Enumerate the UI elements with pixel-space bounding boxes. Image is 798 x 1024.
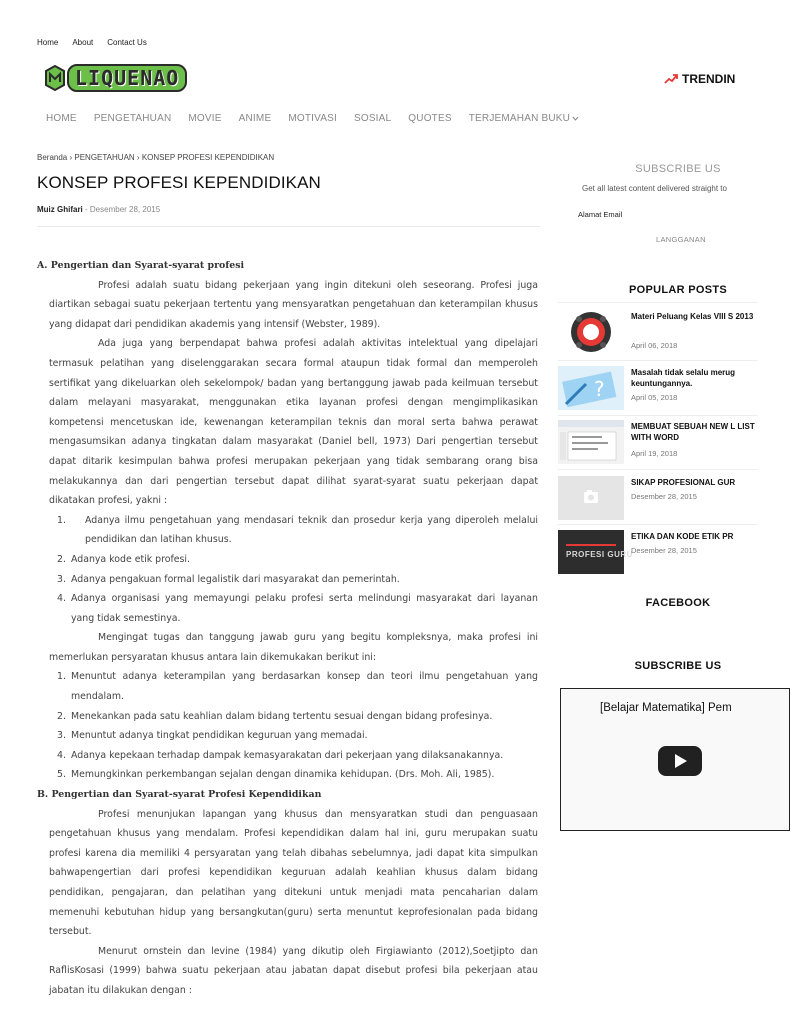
post-title: KONSEP PROFESI KEPENDIDIKAN <box>37 173 321 192</box>
list-item <box>37 550 538 570</box>
subscribe-description: Get all latest content delivered straight to <box>582 184 727 193</box>
facebook-widget-title: FACEBOOK <box>645 597 711 609</box>
logo-icon <box>45 65 65 91</box>
post-separator <box>558 524 758 525</box>
top-nav-contact[interactable]: Contact Us <box>107 38 147 47</box>
list-text: Menuntut adanya keterampilan yang berdasarkan konsep dan teori ilmu pengetahuan yang mendalam. <box>71 671 538 703</box>
breadcrumb-category[interactable]: PENGETAHUAN <box>74 153 135 162</box>
main-nav <box>46 113 596 124</box>
nav-anime[interactable]: ANIME <box>238 113 272 124</box>
paragraph: Profesi menunjukan lapangan yang khusus dan mensyaratkan studi dan penguasaan pengetahuan khusus yang mendalam. Profesi kependidikan dalam hal ini, guru merupakan suatu profesi karena dia memiliki 4 persyaratan yang telah dibahas sebelumnya, jadi dapat kita simpulkan bahwapengertian dari profesi kependidikan keguruan adalah keahlian khusus dalam bidang pendidikan, pengajaran, dan pelatihan yang ditekuni untuk menjadi mata pencaharian dalam memenuhi kebutuhan hidup yang bersangkutan(guru) serta menuntut keprofesionalan pada bidang tersebut. <box>49 808 538 938</box>
breadcrumb-separator-icon: › <box>69 153 75 162</box>
subscribe-button[interactable]: LANGGANAN <box>656 235 706 244</box>
breadcrumb <box>37 153 274 162</box>
post-separator <box>558 360 758 361</box>
section-heading-b: B. Pengertian dan Syarat-syarat Profesi Kependidikan <box>37 789 322 801</box>
thumbnail-text: PROFESI GURU <box>566 550 633 559</box>
list-number: 4. <box>57 749 66 761</box>
post-title-link[interactable]: Materi Peluang Kelas VIII S 2013 <box>631 312 754 321</box>
paragraph: Menurut ornstein dan levine (1984) yang dikutip oleh Firgiawianto (2012),Soetjipto dan RaflisKosasi (1999) bahwa suatu pekerjaan atau jabatan dapat disebut profesi bila pekerjaan atau jabatan itu dilakukan dengan : <box>49 945 538 996</box>
popular-post[interactable] <box>558 366 798 410</box>
post-title-link[interactable]: MEMBUAT SEBUAH NEW L LIST WITH WORD <box>631 422 755 442</box>
post-title-link[interactable]: Masalah tidak selalu merug keuntungannya. <box>631 368 736 388</box>
list-number: 1. <box>57 514 66 526</box>
list-text: Adanya kode etik profesi. <box>71 553 191 565</box>
nav-motivasi[interactable]: MOTIVASI <box>288 113 337 124</box>
site-logo[interactable] <box>45 64 187 92</box>
post-date: April 06, 2018 <box>631 341 678 350</box>
video-title[interactable]: [Belajar Matematika] Pem <box>600 702 732 714</box>
post-date: April 19, 2018 <box>631 449 678 458</box>
nav-pengetahuan[interactable]: PENGETAHUAN <box>93 113 172 124</box>
post-thumbnail <box>558 420 624 464</box>
list-number: 1. <box>57 671 66 683</box>
breadcrumb-separator-icon: › <box>136 153 142 162</box>
paragraph: Mengingat tugas dan tanggung jawab guru yang begitu kompleksnya, maka profesi ini memerlukan persyaratan khusus antara lain dikemukakan berikut ini: <box>49 632 538 663</box>
top-nav <box>37 38 147 47</box>
subscribe-widget-title: SUBSCRIBE US <box>635 163 721 175</box>
post-thumbnail <box>558 366 624 410</box>
list-number: 4. <box>57 593 66 605</box>
post-thumbnail <box>558 530 633 574</box>
list-item <box>37 707 538 727</box>
list-text: Memungkinkan perkembangan sejalan dengan dinamika kehidupan. (Drs. Moh. Ali, 1985). <box>71 769 495 781</box>
post-date: Desember 28, 2015 <box>631 492 697 501</box>
paragraph: Profesi adalah suatu bidang pekerjaan yang ingin ditekuni oleh seseorang. Profesi juga diartikan sebagai suatu pekerjaan tertentu yang mensyaratkan pengetahuan dan keterampilan khusus yang didapat dari pendidikan akademis yang intensif (Webster, 1989). <box>49 279 538 330</box>
list-item <box>37 511 538 550</box>
nav-quotes[interactable]: QUOTES <box>408 113 452 124</box>
email-field[interactable]: Alamat Email <box>578 210 623 219</box>
subscribe-video-title: SUBSCRIBE US <box>634 660 722 672</box>
title-divider <box>37 226 540 227</box>
popular-posts-title: POPULAR POSTS <box>628 284 728 296</box>
list-number: 3. <box>57 730 66 742</box>
popular-post[interactable] <box>558 530 798 574</box>
list-text: Adanya pengakuan formal legalistik dari masyarakat dan pemerintah. <box>71 573 400 585</box>
list-number: 2. <box>57 553 66 565</box>
post-title-link[interactable]: ETIKA DAN KODE ETIK PR <box>631 532 734 541</box>
post-byline <box>37 205 160 214</box>
nav-terjemahan-label: TERJEMAHAN BUKU <box>468 113 571 124</box>
section-heading-a: A. Pengertian dan Syarat-syarat profesi <box>37 260 245 271</box>
popular-post[interactable] <box>558 420 798 464</box>
breadcrumb-home[interactable]: Beranda <box>37 153 68 162</box>
post-date: April 05, 2018 <box>631 393 678 402</box>
svg-text:?: ? <box>594 377 605 401</box>
top-nav-home[interactable]: Home <box>37 38 59 47</box>
post-separator <box>558 302 758 303</box>
thumbnail-red-line <box>566 544 616 546</box>
list-text: Menekankan pada satu keahlian dalam bidang tertentu sesuai dengan bidang profesinya. <box>71 710 493 722</box>
post-thumbnail <box>558 310 624 354</box>
list-number: 2. <box>57 710 66 722</box>
top-nav-about[interactable]: About <box>72 38 94 47</box>
list-item <box>37 726 538 746</box>
list-item <box>37 667 538 706</box>
sidebar <box>558 0 768 1024</box>
logo-text: LIQUENAO <box>67 64 187 92</box>
list-number: 3. <box>57 573 66 585</box>
breadcrumb-current: KONSEP PROFESI KEPENDIDIKAN <box>141 153 275 162</box>
post-author[interactable]: Muiz Ghifari <box>37 205 83 214</box>
article-body <box>37 256 538 1001</box>
nav-movie[interactable]: MOVIE <box>188 113 222 124</box>
list-text: Menuntut adanya tingkat pendidikan keguruan yang memadai. <box>71 730 368 742</box>
post-separator <box>558 415 758 416</box>
paragraph: Ada juga yang berpendapat bahwa profesi adalah aktivitas intelektual yang dipelajari termasuk pelatihan yang diselenggarakan secara formal ataupun tidak formal dan memperoleh sertifikat yang dikeluarkan oleh sekelompok/ badan yang bertanggung jawab pada keilmuan tersebut dalam melayani masyarakat, menggunakan etika layanan profesi dengan mengimplikasikan kompetensi mencetuskan ide, kewenangan keterampilan teknis dan moral serta bahwa perawat mengasumsikan adanya tingkatan dalam masyarakat (Daniel bell, 1973) Dari pengertian tersebut dapat ditarik kesimpulan bahwa profesi merupakan pekerjaan yang tidak sembarang orang bisa melakukannya dan dari pengertian tersebut dapat dilihat syarat-syarat suatu pekerjaan dapat dikatakan profesi, yakni : <box>49 338 538 507</box>
list-item <box>37 765 538 785</box>
play-button-icon[interactable] <box>658 746 702 776</box>
list-item <box>37 589 538 628</box>
youtube-embed[interactable] <box>560 688 790 831</box>
nav-home[interactable]: HOME <box>46 113 77 124</box>
list-text: Adanya kepekaan terhadap dampak kemasyarakatan dari pekerjaan yang dilaksanakannya. <box>71 749 504 761</box>
popular-post[interactable] <box>558 310 798 354</box>
post-separator <box>558 469 758 470</box>
list-text: Adanya ilmu pengetahuan yang mendasari teknik dan prosedur kerja yang diperoleh melalui pendidikan dan latihan khusus. <box>85 514 538 546</box>
list-item <box>37 570 538 590</box>
post-date: Desember 28, 2015 <box>631 546 697 555</box>
post-title-link[interactable]: SIKAP PROFESIONAL GUR <box>631 478 736 487</box>
popular-post[interactable] <box>558 476 798 520</box>
post-thumbnail <box>558 476 624 520</box>
list-number: 5. <box>57 769 66 781</box>
post-date: Desember 28, 2015 <box>89 205 161 214</box>
list-text: Adanya organisasi yang memayungi pelaku profesi serta melindungi masyarakat dari layanan yang tidak semestinya. <box>71 593 538 624</box>
trending-label: TRENDIN <box>682 72 736 86</box>
list-item <box>37 746 538 766</box>
byline-separator: - <box>85 205 90 214</box>
nav-sosial[interactable]: SOSIAL <box>353 113 392 124</box>
